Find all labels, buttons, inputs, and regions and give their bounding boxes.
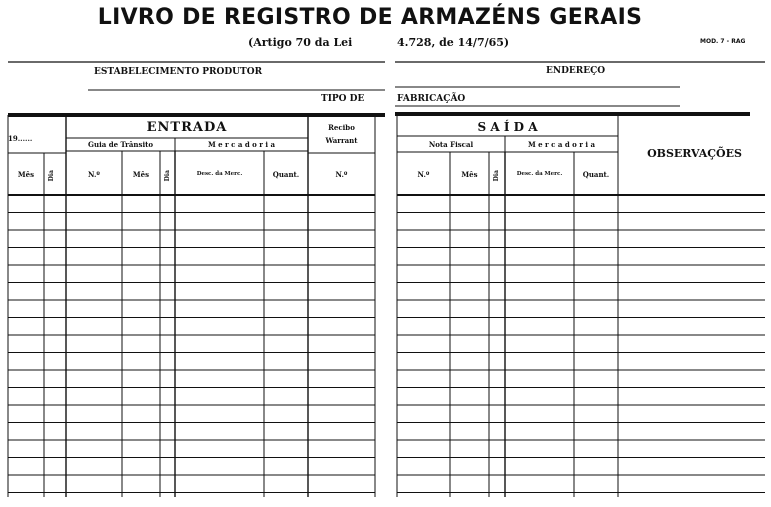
establishment-label: ESTABELECIMENTO PRODUTOR [94, 67, 263, 77]
receipt-label-line2: Warrant [325, 136, 358, 145]
saida-quantity-header: Quant. [582, 170, 610, 179]
form-title: LIVRO DE REGISTRO DE ARMAZÉNS GERAIS [97, 5, 643, 30]
law-reference-left: (Artigo 70 da Lei [248, 36, 353, 49]
invoice-label: Nota Fiscal [428, 140, 474, 149]
entrada-description-header: Desc. da Merc. [196, 171, 243, 177]
saida-day-header: Dia [493, 169, 500, 181]
receipt-label-line1: Recibo [328, 123, 355, 132]
saida-month-header: Mês [461, 170, 478, 179]
receipt-number-header: N.º [335, 170, 348, 179]
saida-title: S A Í D A [477, 120, 538, 134]
law-reference-right: 4.728, de 14/7/65) [397, 36, 510, 49]
guide-month-header: Mês [132, 170, 150, 179]
entrada-title: ENTRADA [146, 120, 228, 135]
entrada-day-header: Dia [48, 169, 55, 181]
observations-header: OBSERVAÇÕES [647, 147, 742, 160]
type-label: TIPO DE [321, 94, 365, 104]
saida-merchandise-label: M e r c a d o r i a [527, 140, 596, 149]
manufacture-label: FABRICAÇÃO [397, 94, 466, 104]
entrada-month-header: Mês [17, 170, 35, 179]
guide-day-header: Dia [164, 169, 171, 181]
model-code: MOD. 7 - RAG [700, 38, 746, 45]
entrada-quantity-header: Quant. [272, 170, 300, 179]
invoice-number-header: N.º [417, 170, 430, 179]
entrada-merchandise-label: M e r c a d o r i a [207, 140, 276, 149]
saida-description-header: Desc. da Merc. [516, 171, 563, 177]
guide-number-header: N.º [88, 170, 100, 179]
address-label: ENDEREÇO [546, 66, 606, 76]
year-field: 19...... [8, 134, 33, 143]
transit-guide-label: Guia de Trânsito [88, 140, 153, 149]
